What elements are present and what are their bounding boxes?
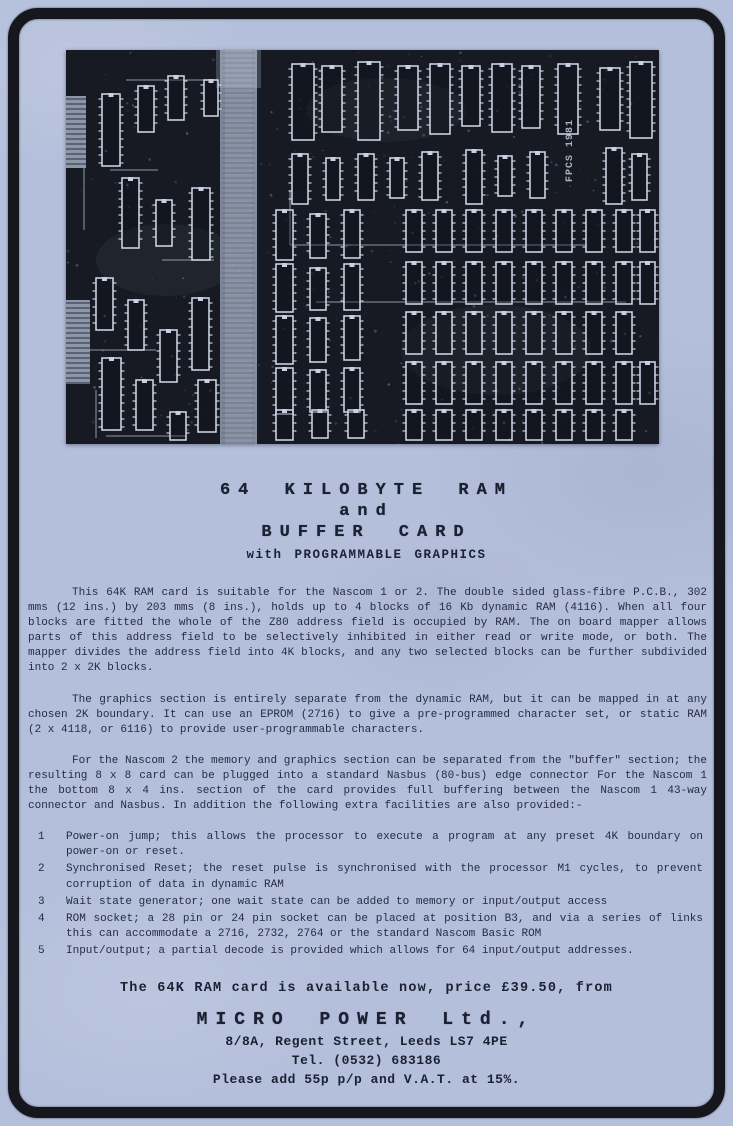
feature-text: Synchronised Reset; the reset pulse is synchronised with the processor M1 cycles, to prevent corruption of data in dynamic RAM (66, 863, 703, 891)
feature-number: 4 (38, 912, 45, 925)
pcb-silkscreen-text: FPCS 1981 (565, 118, 576, 182)
feature-number: 2 (38, 863, 45, 876)
title-line-4: with PROGRAMMABLE GRAPHICS (246, 548, 487, 562)
company-block (0, 1010, 733, 1087)
feature-list (38, 830, 703, 959)
feature-text: ROM socket; a 28 pin or 24 pin socket can be placed at position B3, and via a series of links this can accommodate a 2716, 2732, 2764 or the standard Nascom Basic ROM (66, 912, 703, 940)
company-address: 8/8A, Regent Street, Leeds LS7 4PE (225, 1033, 508, 1049)
company-phone: Tel. (0532) 683186 (291, 1052, 442, 1068)
title-line-2: and (339, 502, 394, 521)
feature-item (38, 895, 703, 910)
availability-line: The 64K RAM card is available now, price £39.50, from (120, 980, 613, 996)
feature-item (38, 944, 703, 959)
body-paragraph: This 64K RAM card is suitable for the Nascom 1 or 2. The double sided glass-fibre P.C.B., 302 mms (12 ins.) by 203 mms (8 ins.), holds up to 4 blocks of 16 Kb dynamic RAM (4116). When all four blocks are fitted the whole of the Z80 address field is occupied by RAM. The on board mapper allows parts of this address field to be selectively inhibited in either read or write mode, or both. The mapper divides the address field into 4K blocks, and any two selected blocks can be further subdivided into 2 x 2K blocks. (28, 587, 707, 675)
body-paragraph: The graphics section is entirely separate from the dynamic RAM, but it can be mapped in at any chosen 2K boundary. It can use an EPROM (2716) to give a pre-programmed character set, or static RAM (2 x 4118, or 6116) to provide user-programmable characters. (28, 693, 707, 736)
feature-number: 3 (38, 895, 45, 908)
company-name: MICRO POWER Ltd., (196, 1009, 537, 1030)
feature-number: 1 (38, 831, 45, 844)
pcb-photo (66, 50, 659, 444)
feature-item (38, 912, 703, 942)
body-paragraph: For the Nascom 2 the memory and graphics section can be separated from the "buffer" section; the resulting 8 x 8 card can be plugged into a standard Nasbus (80-bus) edge connector For the Nascom 1 the bottom 8 x 4 ins. section of the card provides full buffering between the Nascom 1 43-way connector and Nasbus. In addition the following extra facilities are also provided:- (28, 754, 707, 813)
pcb-photo-graphic (66, 50, 659, 444)
feature-item (38, 830, 703, 860)
feature-text: Wait state generator; one wait state can be added to memory or input/output access (66, 895, 608, 908)
body-paragraphs (28, 586, 707, 814)
feature-item (38, 862, 703, 892)
title-block (0, 480, 733, 566)
feature-text: Input/output; a partial decode is provided which allows for 64 input/output addresses. (66, 944, 634, 957)
title-line-3: BUFFER CARD (261, 523, 472, 542)
feature-text: Power-on jump; this allows the processor to execute a program at any preset 4K boundary on power-on or reset. (66, 831, 703, 859)
advert-content (0, 446, 733, 1087)
company-note: Please add 55p p/p and V.A.T. at 15%. (212, 1071, 521, 1087)
feature-number: 5 (38, 944, 45, 957)
title-line-1: 64 KILOBYTE RAM (219, 481, 514, 500)
